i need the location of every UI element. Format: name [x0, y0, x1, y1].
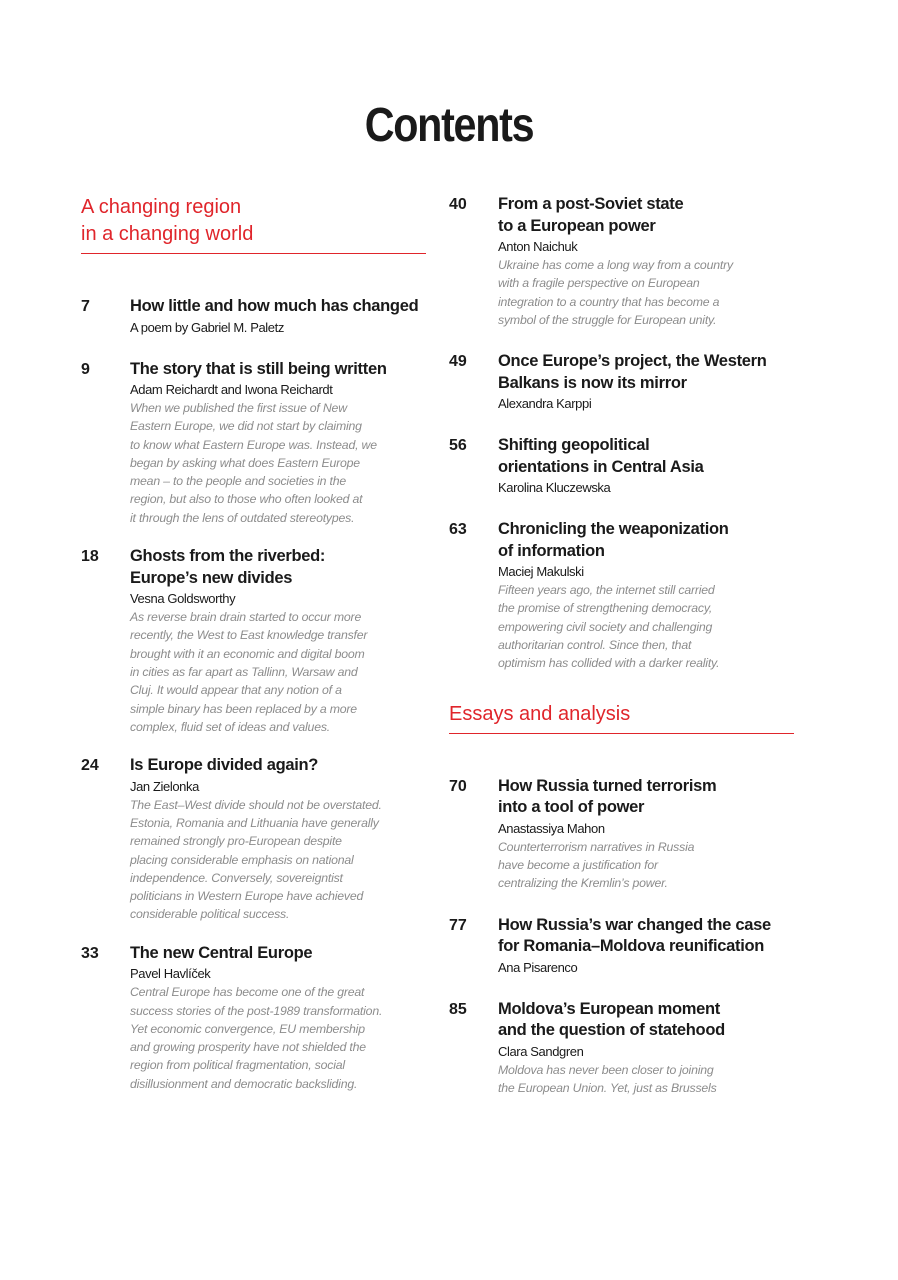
toc-entry-85[interactable]: [449, 999, 794, 1098]
toc-entry-63[interactable]: [449, 519, 794, 672]
entry-description: As reverse brain drain started to occur more recently, the West to East knowledge transfer brought with it an economic and digital boom in cities as far apart as Tallinn, Warsaw and Cluj. It would appear that any notion of a simple binary has been replaced by a more complex, fluid set of ideas and values.: [130, 610, 368, 734]
entry-title: Is Europe divided again?: [130, 756, 319, 775]
toc-entry-33[interactable]: [81, 943, 426, 1093]
entry-description: Ukraine has come a long way from a country with a fragile perspective on European integration to a country that has become a symbol of the struggle for European unity.: [498, 258, 733, 327]
entry-title: Once Europe’s project, the Western Balkans is now its mirror: [498, 352, 767, 392]
entry-title: Ghosts from the riverbed: Europe’s new divides: [130, 547, 326, 587]
entry-description: Central Europe has become one of the great success stories of the post-1989 transformation. Yet economic convergence, EU membership and growing prosperity have not shielded the region from political fragmentation, social disillusionment and democratic backsliding.: [130, 985, 383, 1091]
left-column: [81, 194, 426, 1093]
entry-author: Jan Zielonka: [130, 778, 199, 794]
entry-author: Maciej Makulski: [498, 564, 584, 580]
entry-title: Shifting geopolitical orientations in Central Asia: [498, 436, 704, 476]
entry-author: Anton Naichuk: [498, 239, 578, 254]
entry-title: How Russia turned terrorism into a tool of power: [498, 776, 717, 817]
page-number: 7: [81, 298, 90, 315]
page-title: Contents: [364, 99, 534, 152]
entry-title: How little and how much has changed: [130, 297, 419, 315]
toc-entry-18[interactable]: [81, 546, 426, 736]
entry-author: Vesna Goldsworthy: [130, 591, 236, 607]
toc-entry-70[interactable]: [449, 776, 794, 893]
entry-author: A poem by Gabriel M. Paletz: [130, 319, 284, 335]
page-number: 70: [449, 777, 467, 795]
page-number: 24: [81, 757, 99, 775]
toc-entry-56[interactable]: [449, 435, 794, 497]
section-heading-changing-region: A changing region in a changing world: [81, 194, 426, 254]
entry-author: Karolina Kluczewska: [498, 480, 611, 496]
page-number: 63: [449, 521, 467, 539]
entry-description: When we published the first issue of New Eastern Europe, we did not start by claiming to know what Eastern Europe was. Instead, we began by asking what does Eastern Europe mean – to the people and societies in the region, but also to those who often looked at it through the lens of outdated stereotypes.: [130, 401, 377, 525]
entry-author: Alexandra Karppi: [498, 396, 592, 412]
page-number: 77: [449, 916, 467, 934]
entry-description: Moldova has never been closer to joining the European Union. Yet, just as Brussels: [498, 1062, 717, 1095]
entry-title: Chronicling the weaponization of information: [498, 520, 729, 560]
section-heading-essays: Essays and analysis: [449, 701, 794, 734]
entry-title: The story that is still being written: [130, 359, 387, 378]
entry-author: Pavel Havlíček: [130, 966, 211, 982]
page-number: 9: [81, 360, 90, 378]
toc-entry-77[interactable]: [449, 915, 794, 977]
entry-author: Clara Sandgren: [498, 1043, 584, 1059]
entry-author: Adam Reichardt and Iwona Reichardt: [130, 382, 333, 397]
page-number: 49: [449, 353, 467, 371]
entry-author: Anastassiya Mahon: [498, 820, 605, 836]
page-number: 18: [81, 548, 99, 566]
entry-title: How Russia’s war changed the case for Romania–Moldova reunification: [498, 915, 771, 956]
entry-title: Moldova’s European moment and the question of statehood: [498, 999, 725, 1040]
toc-entry-40[interactable]: [449, 194, 794, 329]
entry-title: From a post-Soviet state to a European power: [498, 195, 684, 235]
page-number: 33: [81, 944, 99, 962]
entry-title: The new Central Europe: [130, 943, 313, 962]
toc-entry-9[interactable]: [81, 359, 426, 528]
entry-author: Ana Pisarenco: [498, 959, 578, 975]
toc-entry-49[interactable]: [449, 351, 794, 413]
toc-entry-7[interactable]: [81, 296, 426, 337]
page-number: 56: [449, 437, 467, 455]
entry-description: Fifteen years ago, the internet still carried the promise of strengthening democracy, empowering civil society and challenging authoritarian control. Since then, that optimism has collided with a darker reality.: [498, 583, 720, 671]
page-number: 40: [449, 196, 467, 213]
toc-entry-24[interactable]: [81, 755, 426, 924]
page-number: 85: [449, 1000, 467, 1018]
right-column: [449, 194, 794, 1097]
entry-description: Counterterrorism narratives in Russia have become a justification for centralizing the Kremlin’s power.: [498, 839, 695, 891]
entry-description: The East–West divide should not be overstated. Estonia, Romania and Lithuania have generally remained strongly pro-European despite placing considerable emphasis on national independence. Conversely, sovereigntist politicians in Western Europe have achieved considerable political success.: [130, 797, 382, 922]
